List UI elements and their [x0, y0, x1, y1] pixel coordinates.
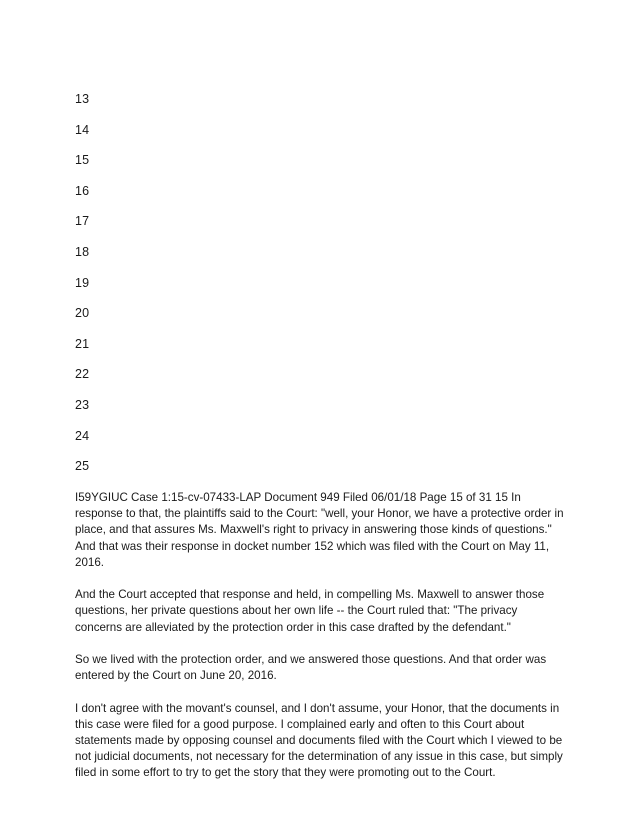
- transcript-paragraph: I59YGIUC Case 1:15-cv-07433-LAP Document 949 Filed 06/01/18 Page 15 of 31 15 In response to that, the plaintiffs said to the Court: "well, your Honor, we have a protective order in place, and that assures Ms. Maxwell's right to privacy in answering those kinds of questions." And that was their response in docket number 152 which was filed with the Court on May 11, 2016.: [75, 491, 564, 569]
- line-number: 24: [75, 428, 90, 443]
- transcript-body: [75, 490, 567, 798]
- line-number: 19: [75, 275, 90, 290]
- line-number: 22: [75, 367, 90, 382]
- line-number: 18: [75, 244, 90, 259]
- line-number-column: [75, 91, 135, 489]
- line-number: 14: [75, 122, 90, 137]
- line-number: 17: [75, 214, 90, 229]
- transcript-paragraph: So we lived with the protection order, and we answered those questions. And that order was entered by the Court on June 20, 2016.: [75, 653, 547, 683]
- line-number: 20: [75, 306, 90, 321]
- line-number: 15: [75, 153, 90, 168]
- line-number: 13: [75, 92, 90, 106]
- line-number: 23: [75, 397, 90, 412]
- transcript-paragraph: And the Court accepted that response and held, in compelling Ms. Maxwell to answer those questions, her private questions about her own life -- the Court ruled that: "The privacy concerns are alleviated by the protection order in this case drafted by the defendant.": [75, 588, 545, 634]
- line-number: 21: [75, 336, 90, 351]
- line-number: 16: [75, 183, 90, 198]
- line-number: 25: [75, 459, 90, 474]
- transcript-paragraph: I don't agree with the movant's counsel, and I don't assume, your Honor, that the documents in this case were filed for a good purpose. I complained early and often to this Court about statements made by opposing counsel and documents filed with the Court which I viewed to be not judicial documents, not necessary for the determination of any issue in this case, but simply filed in some effort to try to get the story that they were promoting out to the Court.: [75, 701, 563, 780]
